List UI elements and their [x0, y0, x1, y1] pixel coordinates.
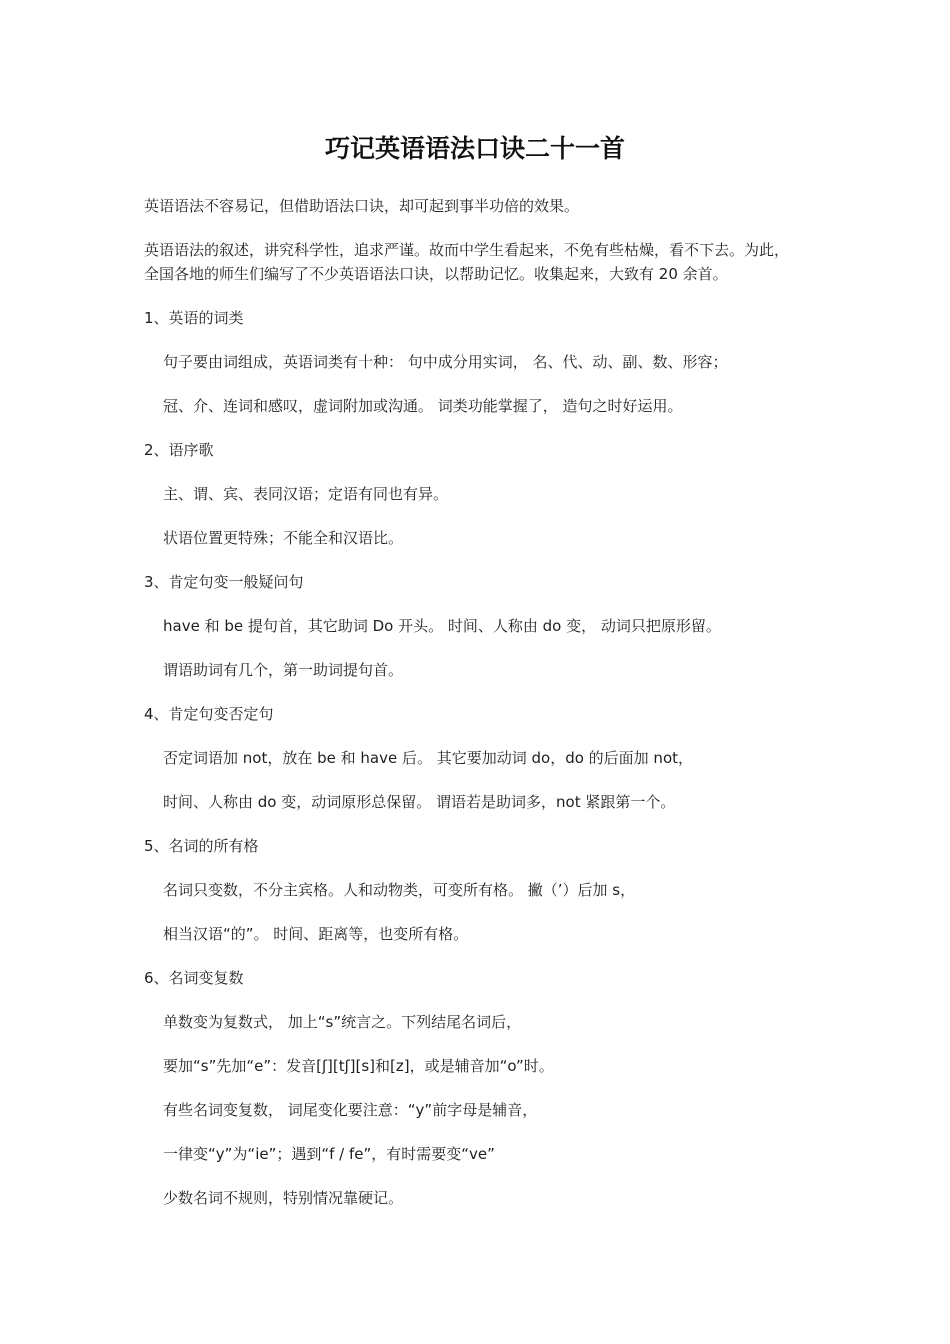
- verse-line: 否定词语加 not，放在 be 和 have 后。 其它要加动词 do，do 的后面加 not，: [163, 749, 693, 767]
- verse-line: 名词只变数，不分主宾格。人和动物类，可变所有格。 撇（’）后加 s，: [163, 881, 636, 899]
- verse-line: 要加“s”先加“e”：发音[ʃ][tʃ][s]和[z]，或是辅音加“o”时。: [163, 1057, 554, 1075]
- section-heading: 3、肯定句变一般疑问句: [144, 573, 304, 591]
- section-heading: 4、肯定句变否定句: [144, 705, 274, 723]
- section-heading: 2、语序歌: [144, 441, 214, 459]
- verse-line: 一律变“y”为“ie”；遇到“f / fe”，有时需要变“ve”: [163, 1145, 495, 1163]
- section-heading: 6、名词变复数: [144, 969, 244, 987]
- verse-line: 有些名词变复数， 词尾变化要注意：“y”前字母是辅音，: [163, 1101, 538, 1119]
- verse-line: 冠、介、连词和感叹，虚词附加或沟通。 词类功能掌握了， 造句之时好运用。: [163, 397, 683, 415]
- section-heading: 1、英语的词类: [144, 309, 244, 327]
- verse-line: have 和 be 提句首，其它助词 Do 开头。 时间、人称由 do 变， 动词只把原形留。: [163, 617, 721, 635]
- page-title: 巧记英语语法口诀二十一首: [324, 134, 625, 163]
- verse-line: 时间、人称由 do 变，动词原形总保留。 谓语若是助词多，not 紧跟第一个。: [163, 793, 676, 811]
- intro-line: 英语语法不容易记，但借助语法口诀，却可起到事半功倍的效果。: [144, 197, 580, 215]
- intro-line: 全国各地的师生们编写了不少英语语法口诀，以帮助记忆。收集起来，大致有 20 余首。: [144, 265, 728, 283]
- verse-line: 少数名词不规则，特别情况靠硬记。: [163, 1189, 404, 1207]
- verse-line: 谓语助词有几个，第一助词提句首。: [163, 661, 404, 679]
- verse-line: 主、谓、宾、表同汉语；定语有同也有异。: [163, 485, 449, 503]
- verse-line: 相当汉语“的”。 时间、距离等，也变所有格。: [163, 925, 469, 943]
- verse-line: 单数变为复数式， 加上“s”统言之。下列结尾名词后，: [163, 1013, 522, 1031]
- verse-line: 句子要由词组成，英语词类有十种： 句中成分用实词， 名、代、动、副、数、形容；: [163, 353, 728, 371]
- verse-line: 状语位置更特殊；不能全和汉语比。: [163, 529, 404, 547]
- intro-line: 英语语法的叙述，讲究科学性，追求严谨。故而中学生看起来，不免有些枯燥，看不下去。为此，: [144, 241, 790, 259]
- section-heading: 5、名词的所有格: [144, 837, 259, 855]
